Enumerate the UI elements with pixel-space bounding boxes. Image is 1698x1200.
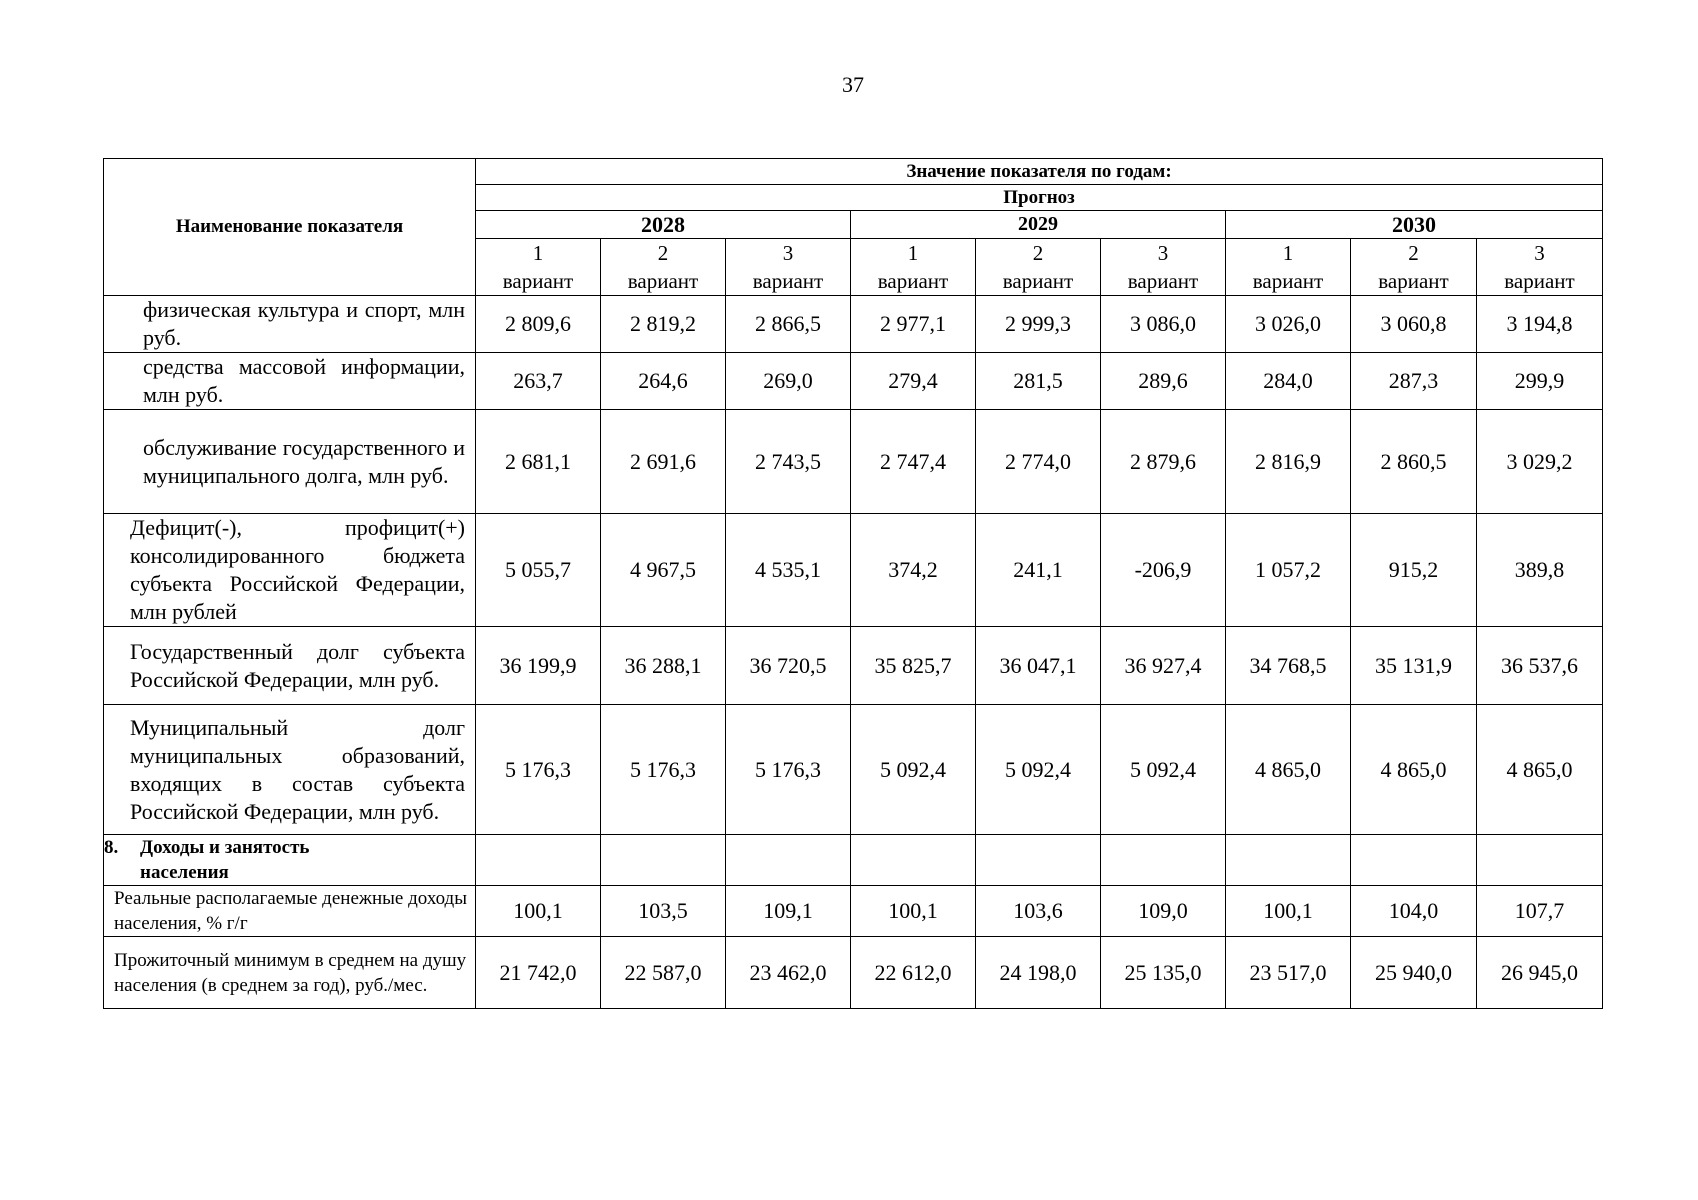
table-cell: 915,2 bbox=[1351, 514, 1477, 627]
table-row bbox=[104, 353, 1603, 410]
table-cell: 3 029,2 bbox=[1477, 410, 1603, 514]
year-header-2028: 2028 bbox=[476, 211, 851, 239]
table-cell: 4 865,0 bbox=[1477, 705, 1603, 835]
table-row bbox=[104, 886, 1603, 937]
table-cell: 34 768,5 bbox=[1226, 627, 1351, 705]
section-number: 8. bbox=[104, 837, 119, 858]
variant-label: вариант bbox=[877, 269, 949, 293]
table-cell: 36 047,1 bbox=[976, 627, 1101, 705]
variant-number: 1 bbox=[532, 241, 544, 265]
section-row bbox=[104, 835, 1603, 886]
variant-label: вариант bbox=[502, 269, 574, 293]
table-cell: 2 879,6 bbox=[1101, 410, 1226, 514]
table-cell: 2 860,5 bbox=[1351, 410, 1477, 514]
table-cell: 5 176,3 bbox=[726, 705, 851, 835]
table-cell: 100,1 bbox=[1226, 886, 1351, 937]
variant-header bbox=[1226, 239, 1351, 296]
table-cell: 3 060,8 bbox=[1351, 296, 1477, 353]
table-cell-empty bbox=[1351, 835, 1477, 886]
table-cell: 4 865,0 bbox=[1351, 705, 1477, 835]
table-cell: 5 055,7 bbox=[476, 514, 601, 627]
table-cell-empty bbox=[601, 835, 726, 886]
row-label: Реальные располагаемые денежные доходы населения, % г/г bbox=[104, 886, 476, 937]
variant-header bbox=[601, 239, 726, 296]
table-cell: 5 176,3 bbox=[476, 705, 601, 835]
table-cell-empty bbox=[1226, 835, 1351, 886]
table-cell: 374,2 bbox=[851, 514, 976, 627]
table-cell: 2 743,5 bbox=[726, 410, 851, 514]
table-cell: 36 927,4 bbox=[1101, 627, 1226, 705]
variant-number: 3 bbox=[782, 241, 794, 265]
column-header-group: Значение показателя по годам: bbox=[476, 159, 1603, 185]
table-cell: 22 612,0 bbox=[851, 937, 976, 1009]
table-cell: 35 825,7 bbox=[851, 627, 976, 705]
table-cell: 104,0 bbox=[1351, 886, 1477, 937]
table-cell-empty bbox=[1477, 835, 1603, 886]
variant-label: вариант bbox=[1504, 269, 1575, 293]
table-cell: 100,1 bbox=[851, 886, 976, 937]
variant-header bbox=[1101, 239, 1226, 296]
table-cell: 21 742,0 bbox=[476, 937, 601, 1009]
table-body bbox=[104, 296, 1603, 1009]
table-cell: 2 809,6 bbox=[476, 296, 601, 353]
table-cell: 25 940,0 bbox=[1351, 937, 1477, 1009]
table-row bbox=[104, 627, 1603, 705]
variant-label: вариант bbox=[627, 269, 699, 293]
table-cell: 4 535,1 bbox=[726, 514, 851, 627]
table-cell: 23 462,0 bbox=[726, 937, 851, 1009]
table-cell: 2 866,5 bbox=[726, 296, 851, 353]
table-cell: 23 517,0 bbox=[1226, 937, 1351, 1009]
table-cell: 36 537,6 bbox=[1477, 627, 1603, 705]
table-cell: 263,7 bbox=[476, 353, 601, 410]
table-cell-empty bbox=[851, 835, 976, 886]
table-cell: 3 086,0 bbox=[1101, 296, 1226, 353]
variant-header bbox=[476, 239, 601, 296]
year-header-2029: 2029 bbox=[851, 211, 1226, 239]
table-cell: 2 819,2 bbox=[601, 296, 726, 353]
table-cell: 281,5 bbox=[976, 353, 1101, 410]
table-row bbox=[104, 514, 1603, 627]
table-cell: 3 026,0 bbox=[1226, 296, 1351, 353]
variant-label: вариант bbox=[1378, 269, 1449, 293]
table-cell: 2 681,1 bbox=[476, 410, 601, 514]
variant-label: вариант bbox=[752, 269, 824, 293]
row-label: Государственный долг субъекта Российской Федерации, млн руб. bbox=[104, 627, 476, 705]
page-number: 37 bbox=[842, 72, 864, 97]
table-cell: 5 092,4 bbox=[1101, 705, 1226, 835]
row-label: средства массовой информации, млн руб. bbox=[104, 353, 476, 410]
table-cell: 5 092,4 bbox=[851, 705, 976, 835]
table-cell: 389,8 bbox=[1477, 514, 1603, 627]
table-cell: 35 131,9 bbox=[1351, 627, 1477, 705]
table-cell: 284,0 bbox=[1226, 353, 1351, 410]
table-cell: 2 774,0 bbox=[976, 410, 1101, 514]
table-cell: 287,3 bbox=[1351, 353, 1477, 410]
variant-header bbox=[1351, 239, 1477, 296]
table-cell: 25 135,0 bbox=[1101, 937, 1226, 1009]
section-title-line1: Доходы и занятость bbox=[140, 837, 310, 858]
table-cell: 5 092,4 bbox=[976, 705, 1101, 835]
table-cell: 2 747,4 bbox=[851, 410, 976, 514]
row-label: обслуживание государственного и муниципального долга, млн руб. bbox=[104, 410, 476, 514]
table-cell: 3 194,8 bbox=[1477, 296, 1603, 353]
table-cell: 264,6 bbox=[601, 353, 726, 410]
variant-header bbox=[851, 239, 976, 296]
section-title bbox=[104, 835, 476, 886]
table-cell-empty bbox=[976, 835, 1101, 886]
table-cell: 103,6 bbox=[976, 886, 1101, 937]
row-label: Муниципальный долг муниципальных образований, входящих в состав субъекта Российской Федерации, млн руб. bbox=[104, 705, 476, 835]
table-cell: 4 865,0 bbox=[1226, 705, 1351, 835]
table-row bbox=[104, 296, 1603, 353]
table-cell: 4 967,5 bbox=[601, 514, 726, 627]
variant-number: 3 bbox=[1534, 241, 1545, 265]
table-cell: 289,6 bbox=[1101, 353, 1226, 410]
variant-number: 3 bbox=[1157, 241, 1169, 265]
section-title-line2: населения bbox=[140, 862, 229, 883]
table-row bbox=[104, 410, 1603, 514]
row-label: физическая культура и спорт, млн руб. bbox=[104, 296, 476, 353]
table-cell: 109,0 bbox=[1101, 886, 1226, 937]
variant-header bbox=[726, 239, 851, 296]
table-cell: 26 945,0 bbox=[1477, 937, 1603, 1009]
row-label: Дефицит(-), профицит(+) консолидированного бюджета субъекта Российской Федерации, млн рублей bbox=[104, 514, 476, 627]
variant-label: вариант bbox=[1127, 269, 1199, 293]
table-cell-empty bbox=[476, 835, 601, 886]
table-cell: 299,9 bbox=[1477, 353, 1603, 410]
column-header-forecast: Прогноз bbox=[476, 185, 1603, 211]
variant-label: вариант bbox=[1002, 269, 1074, 293]
table-cell: 1 057,2 bbox=[1226, 514, 1351, 627]
variant-number: 1 bbox=[907, 241, 919, 265]
table-cell: 5 176,3 bbox=[601, 705, 726, 835]
forecast-table bbox=[103, 158, 1603, 1009]
variant-label: вариант bbox=[1252, 269, 1324, 293]
variant-number: 2 bbox=[1032, 241, 1044, 265]
table-cell-empty bbox=[1101, 835, 1226, 886]
column-header-indicator-name: Наименование показателя bbox=[104, 159, 476, 296]
table-cell: 2 691,6 bbox=[601, 410, 726, 514]
table-cell: 2 999,3 bbox=[976, 296, 1101, 353]
table-row bbox=[104, 705, 1603, 835]
table-cell: 103,5 bbox=[601, 886, 726, 937]
table-cell: 36 288,1 bbox=[601, 627, 726, 705]
table-cell: 22 587,0 bbox=[601, 937, 726, 1009]
table-cell: 2 816,9 bbox=[1226, 410, 1351, 514]
variant-number: 1 bbox=[1282, 241, 1294, 265]
row-label: Прожиточный минимум в среднем на душу населения (в среднем за год), руб./мес. bbox=[104, 937, 476, 1009]
variant-header bbox=[976, 239, 1101, 296]
table-cell: 241,1 bbox=[976, 514, 1101, 627]
table-cell: 2 977,1 bbox=[851, 296, 976, 353]
table-cell: 36 720,5 bbox=[726, 627, 851, 705]
table-cell: 36 199,9 bbox=[476, 627, 601, 705]
variant-header bbox=[1477, 239, 1603, 296]
table-cell: -206,9 bbox=[1101, 514, 1226, 627]
variant-number: 2 bbox=[1408, 241, 1419, 265]
variant-number: 2 bbox=[657, 241, 669, 265]
table-cell: 269,0 bbox=[726, 353, 851, 410]
table-cell: 109,1 bbox=[726, 886, 851, 937]
table-cell: 24 198,0 bbox=[976, 937, 1101, 1009]
table-cell: 107,7 bbox=[1477, 886, 1603, 937]
table-row bbox=[104, 937, 1603, 1009]
table-cell: 100,1 bbox=[476, 886, 601, 937]
table-cell-empty bbox=[726, 835, 851, 886]
table-cell: 279,4 bbox=[851, 353, 976, 410]
year-header-2030: 2030 bbox=[1226, 211, 1603, 239]
